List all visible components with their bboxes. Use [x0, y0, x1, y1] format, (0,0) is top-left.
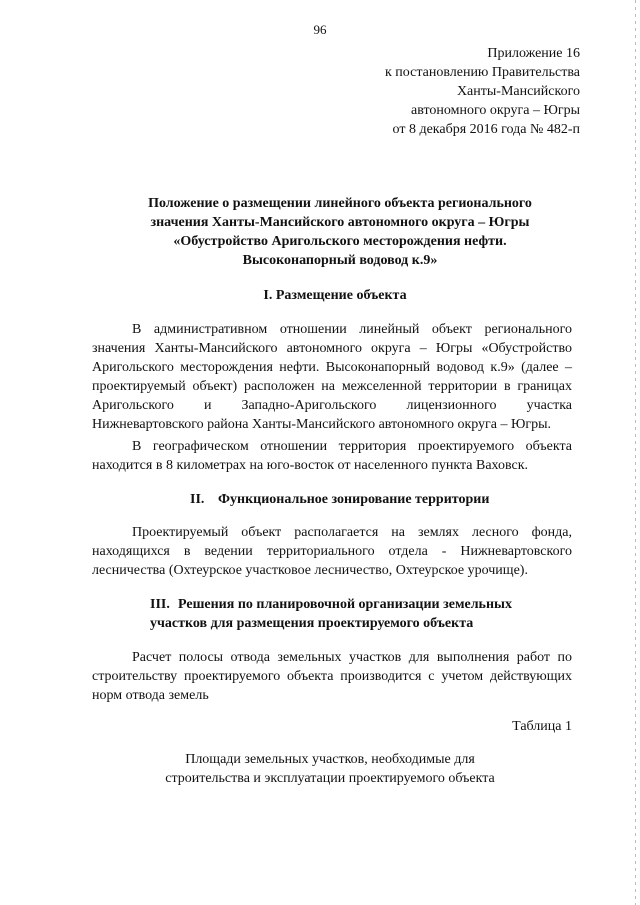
- appendix-line: автономного округа – Югры: [411, 103, 580, 118]
- section-2-title: Функциональное зонирование территории: [218, 492, 490, 507]
- section-3-title-line-2: участков для размещения проектируемого объекта: [150, 616, 474, 631]
- section-3-number: III.: [150, 597, 170, 612]
- table-caption-line: Площади земельных участков, необходимые для: [185, 752, 475, 767]
- title-line: «Обустройство Аригольского месторождения нефти.: [173, 234, 507, 249]
- section-3-paragraph-1: Расчет полосы отвода земельных участков для выполнения работ по строительству проектируемого объекта производится с учетом действующих норм отвода земель: [92, 650, 572, 703]
- title-line: Положение о размещении линейного объекта регионального: [148, 196, 532, 211]
- table-caption: [90, 750, 570, 788]
- appendix-line: к постановлению Правительства: [384, 65, 580, 80]
- page-edge-divider: [635, 0, 636, 905]
- section-3-heading: [150, 595, 580, 633]
- section-2-number: II.: [190, 492, 205, 507]
- title-line: значения Ханты-Мансийского автономного округа – Югры: [150, 215, 530, 230]
- appendix-line: Ханты-Мансийского: [456, 84, 580, 99]
- title-line: Высоконапорный водовод к.9»: [242, 253, 438, 268]
- appendix-line: от 8 декабря 2016 года № 482-п: [392, 122, 580, 137]
- section-3-title-line-1: Решения по планировочной организации земельных: [178, 597, 512, 612]
- appendix-reference: [385, 44, 580, 139]
- section-2-paragraph-1: Проектируемый объект располагается на землях лесного фонда, находящихся в ведении территориального отдела - Нижневартовского лесничества (Охтеурское участковое лесничество, Охтеурское урочище).: [92, 525, 572, 578]
- appendix-line: Приложение 16: [487, 46, 580, 61]
- document-title: [90, 194, 590, 270]
- table-label: Таблица 1: [512, 719, 572, 734]
- table-caption-line: строительства и эксплуатации проектируемого объекта: [165, 771, 495, 786]
- section-1-paragraph-2: В географическом отношении территория проектируемого объекта находится в 8 километрах на юго-восток от населенного пункта Ваховск.: [92, 439, 572, 473]
- section-1-heading: I. Размещение объекта: [263, 288, 407, 303]
- section-2-heading: [190, 490, 489, 509]
- section-1-paragraph-1: В административном отношении линейный объект регионального значения Ханты-Мансийского автономного округа – Югры «Обустройство Аригольского месторождения нефти. Высоконапорный водовод к.9» (далее – проектируемый объект) расположен на межселенной территории в границах Аригольского и Западно-Аригольского лицензионного участка Нижневартовского района Ханты-Мансийского автономного округа – Югры.: [92, 322, 572, 432]
- page-number: 96: [313, 22, 327, 37]
